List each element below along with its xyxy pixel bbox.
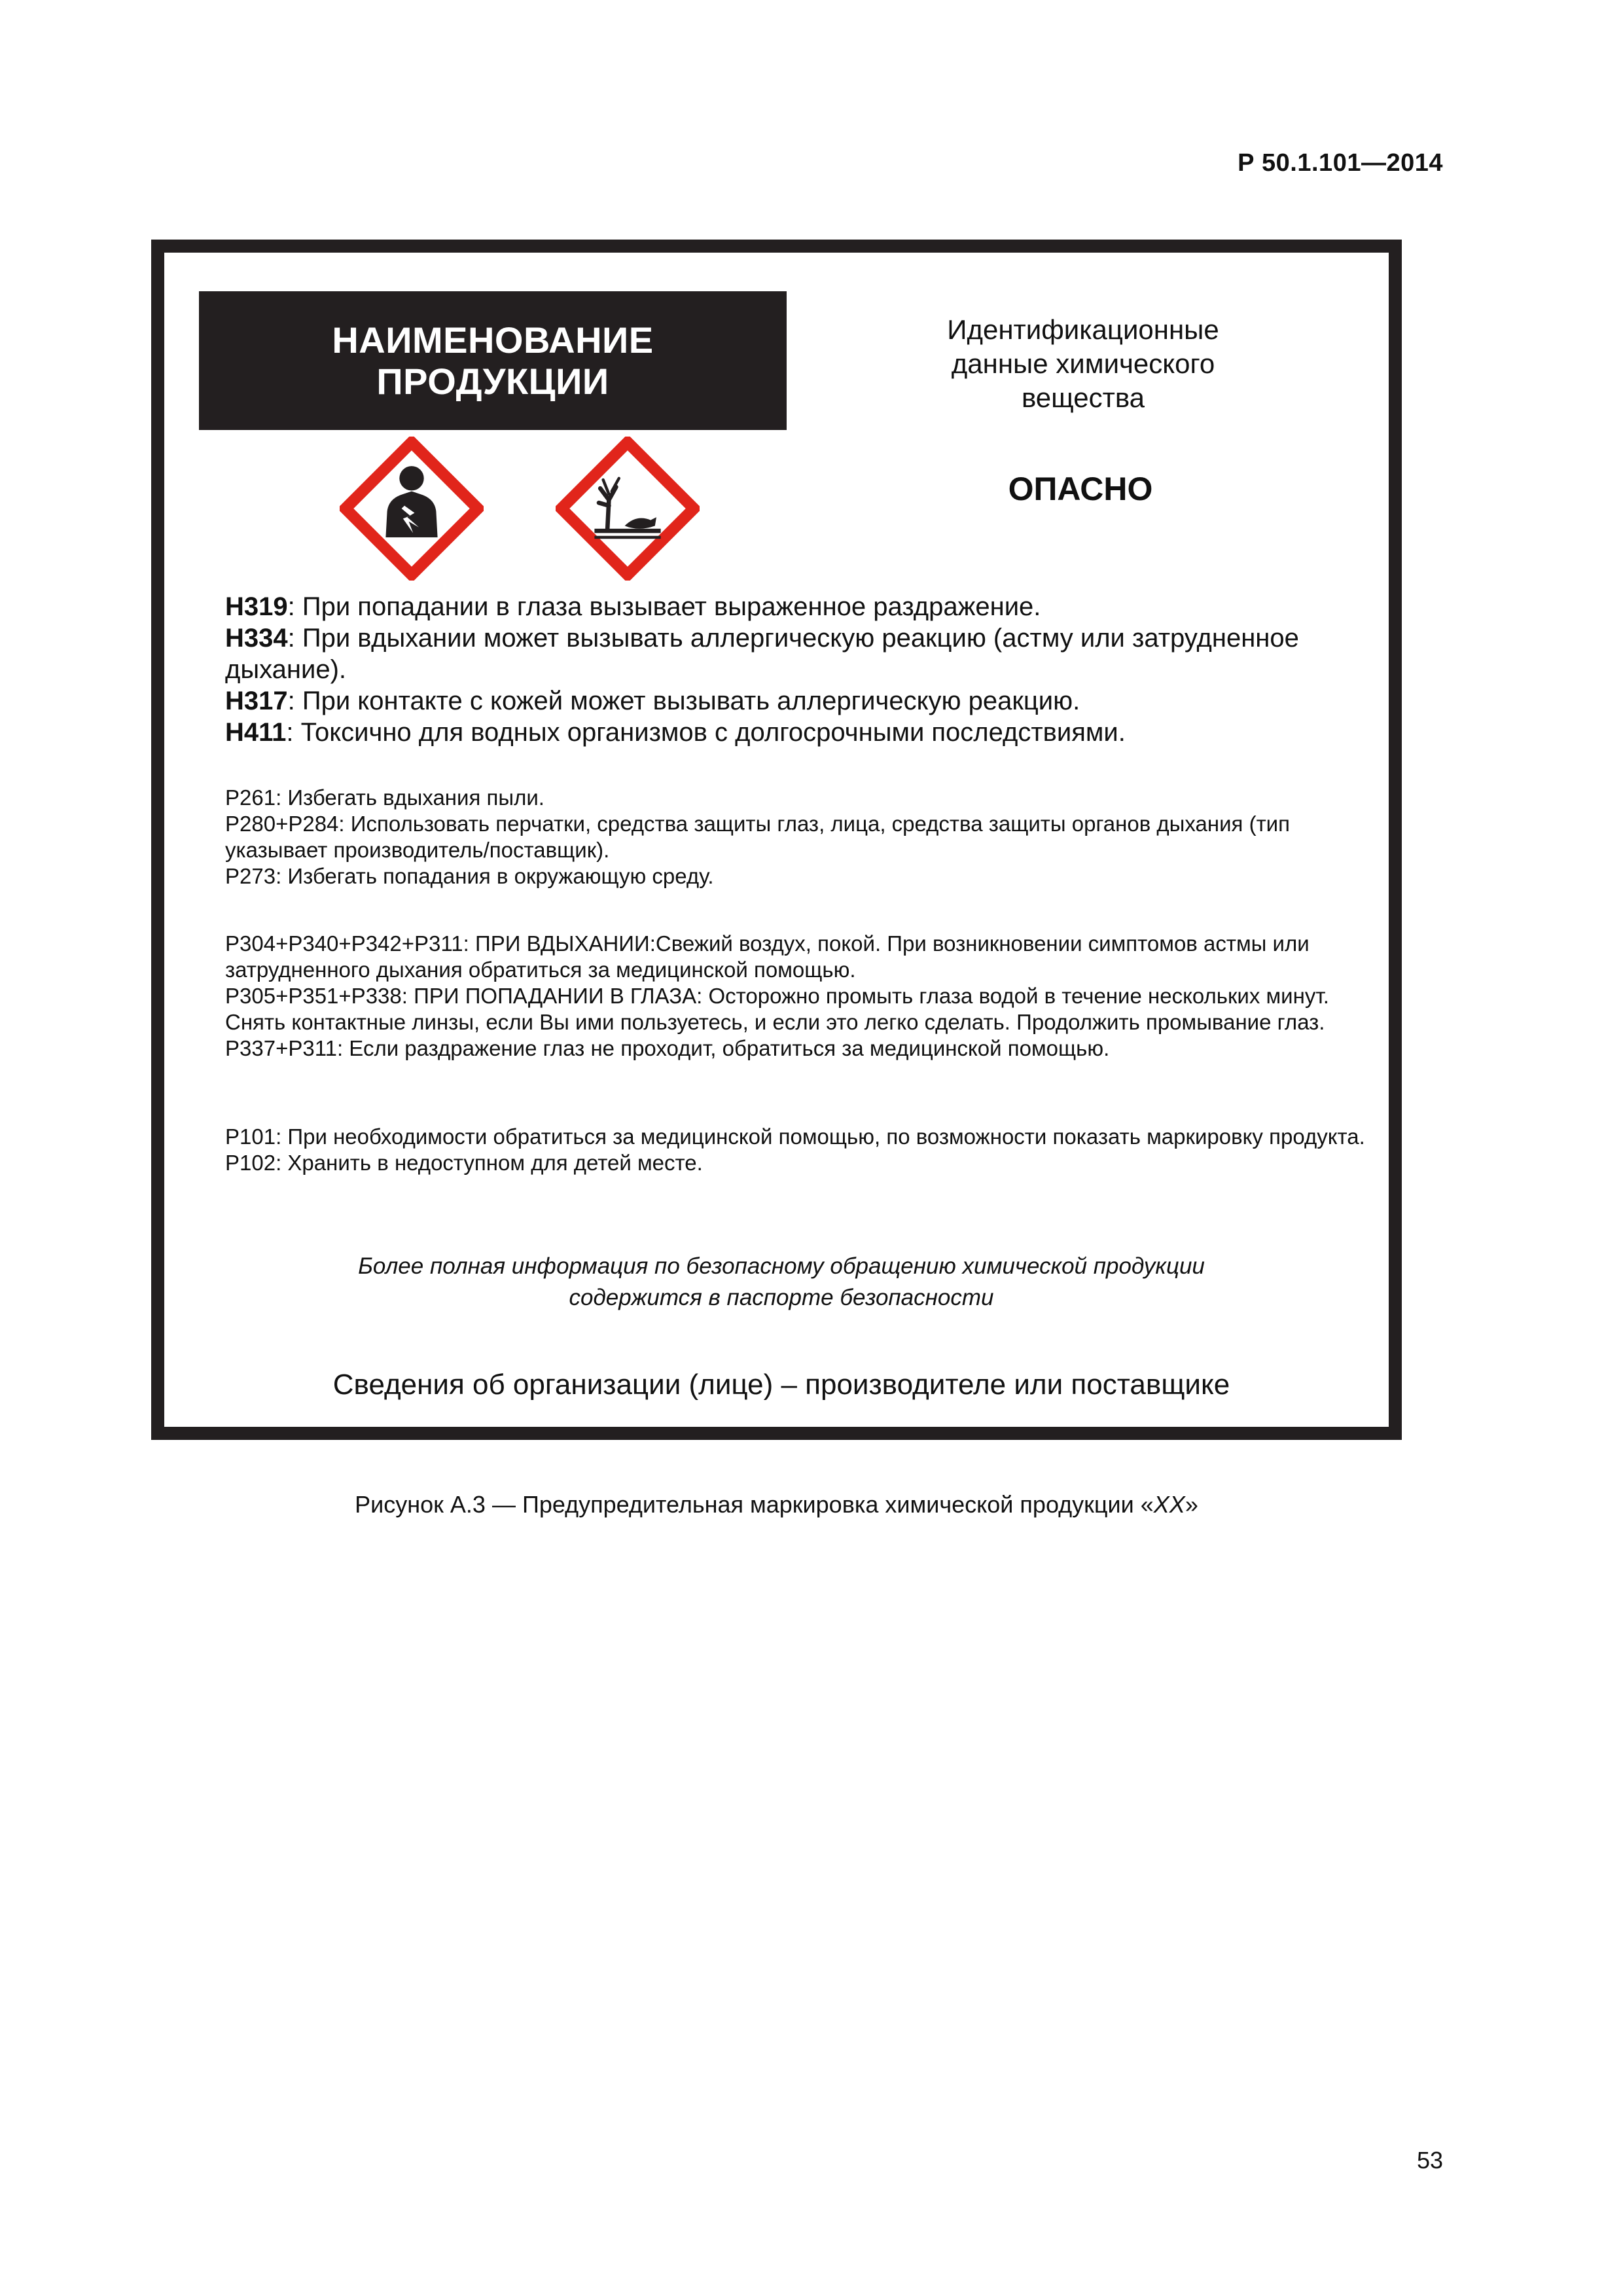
product-name: НАИМЕНОВАНИЕ ПРОДУКЦИИ	[332, 319, 654, 402]
figure-caption: Рисунок А.3 — Предупредительная маркировка химической продукции «XX»	[355, 1491, 1198, 1518]
precautionary-statement: P304+P340+P342+P311: ПРИ ВДЫХАНИИ:Свежий воздух, покой. При возникновении симптомов астмы или затрудненного дыхания обратиться за медицинской помощью.	[225, 931, 1310, 982]
page-number: 53	[1416, 2147, 1443, 2174]
precautionary-statement: P337+P311: Если раздражение глаз не проходит, обратиться за медицинской помощью.	[225, 1036, 1110, 1060]
precautionary-statement: P102: Хранить в недоступном для детей месте.	[225, 1151, 703, 1175]
hazard-statement: H334: При вдыхании может вызывать аллергическую реакцию (астму или затрудненное дыхание).	[225, 624, 1299, 684]
safety-datasheet-note: Более полная информация по безопасному обращению химической продукции содержится в паспорте безопасности	[358, 1253, 1205, 1310]
precautionary-group-general	[225, 1124, 1377, 1176]
product-name-box	[199, 291, 787, 430]
hazard-label	[151, 240, 1402, 1440]
document-id: Р 50.1.101—2014	[1238, 149, 1443, 177]
precautionary-statement: P273: Избегать попадания в окружающую среду.	[225, 864, 714, 888]
hazard-statement: H317: При контакте с кожей может вызывать аллергическую реакцию.	[225, 687, 1080, 715]
health-hazard-icon	[340, 437, 484, 581]
precautionary-statement: P280+P284: Использовать перчатки, средства защиты глаз, лица, средства защиты органов дыхания (тип указывает производитель/поставщик).	[225, 812, 1290, 862]
precautionary-group-response	[225, 931, 1377, 1062]
hazard-statements	[225, 591, 1377, 748]
precautionary-group-prevention	[225, 785, 1377, 889]
environment-hazard-icon	[556, 437, 700, 581]
precautionary-statement: P101: При необходимости обратиться за медицинской помощью, по возможности показать маркировку продукта.	[225, 1124, 1365, 1149]
hazard-statement: H411: Токсично для водных организмов с долгосрочными последствиями.	[225, 718, 1126, 747]
precautionary-statement: P261: Избегать вдыхания пыли.	[225, 785, 544, 810]
signal-word: ОПАСНО	[1008, 471, 1153, 507]
identification-data: Идентификационные данные химического вещества	[947, 314, 1219, 413]
hazard-statement: H319: При попадании в глаза вызывает выраженное раздражение.	[225, 592, 1041, 621]
precautionary-statement: P305+P351+P338: ПРИ ПОПАДАНИИ В ГЛАЗА: Осторожно промыть глаза водой в течение нескольких минут. Снять контактные линзы, если Вы ими пользуетесь, и если это легко сделать. Продолжить промывание глаз.	[225, 984, 1329, 1034]
supplier-info: Сведения об организации (лице) – производителе или поставщике	[332, 1369, 1230, 1401]
